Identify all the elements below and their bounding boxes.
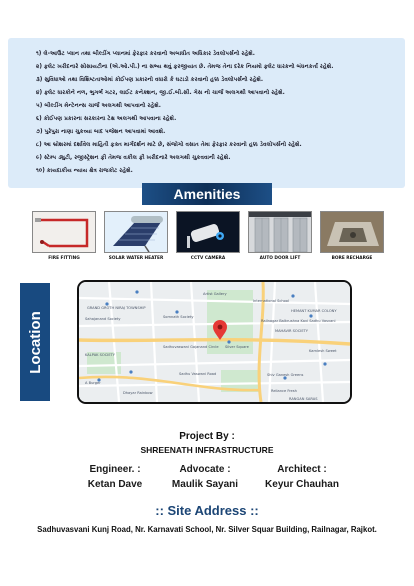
credit-role: Engineer. :	[89, 464, 141, 475]
fire-hose-icon	[33, 212, 96, 253]
amenity-auto-door-lift	[248, 211, 312, 262]
map-label: Sahajanand Society	[85, 317, 121, 321]
credit-name: Ketan Dave	[87, 479, 143, 490]
project-by-heading: Project By :	[179, 431, 235, 442]
term-item: ૫) બીલ્ડીંગ મેન્ટેનન્સ ચાર્જ અલગથી આપવાનો રહેશે.	[36, 103, 161, 109]
architect-credit	[252, 464, 352, 490]
map-label: MAHAVIR SOCIETY	[275, 329, 308, 333]
term-item: ૬) કોઈપણ પ્રકારના સરકારના ટેક્ષ અલગથી આપવાના રહેશે.	[36, 116, 177, 122]
credit-role: Advocate :	[179, 464, 231, 475]
map-label: International School	[253, 299, 290, 303]
map-label: Artist Gallery	[203, 292, 227, 296]
elevator-icon	[249, 212, 312, 253]
map-label: Sadhuvaswani Gajanand Circle	[163, 345, 219, 349]
amenity-cctv-camera	[176, 211, 240, 262]
location-label	[20, 283, 50, 401]
amenity-bore-recharge	[320, 211, 384, 262]
solar-panel-icon	[105, 212, 168, 253]
credit-role: Architect :	[277, 464, 327, 475]
site-address-heading: :: Site Address ::	[155, 503, 259, 518]
term-item: ૩) સુવિધાઓ તથા વિશિષ્ટતાઓમાં કોઈપણ પ્રકારનો વધારો કે ઘટાડો કરવાનો હક્ક ડેવલોપર્સનો રહેશે.	[36, 77, 264, 83]
term-item: ૧) લે-આઉટ પ્લાન તથા બીલ્ડીંગ પ્લાનમાં ફેરફાર કરવાનો અબાધીત અધિકાર ડેવલોપર્સનો રહેશે.	[36, 51, 255, 57]
term-item: ૮) આ બ્રોશરમાં દર્શાવેલ માહિતી ફક્ત માર્ગદર્શન માટે છે, સંજોગો વસાત તેમા ફેરફાર કરવાનો હક્ક ડેવલોપર્સનો રહેશે.	[36, 142, 302, 148]
amenity-solar-water-heater	[104, 211, 168, 262]
credit-name: Keyur Chauhan	[265, 479, 339, 490]
amenity-label: AUTO DOOR LIFT	[259, 256, 301, 261]
map-label: Dhayar Rainbow	[123, 391, 153, 395]
location-map[interactable]	[77, 280, 352, 404]
solar-heater-image	[104, 211, 168, 253]
term-item: ૨) ફ્લેટ ખરીદનારે સોસાયટીના (એ.ઓ.પી.) ના સભ્ય થવું ફરજીયાત છે. તેમજ તેના દરેક નિયમો ફ્લેટ ધારકનો બંધનકર્તા રહેશે.	[36, 64, 334, 70]
map-label: Shiv Ganesh Greens	[267, 373, 304, 377]
map-label: Sadhu Vaswani Road	[179, 372, 217, 376]
lift-image	[248, 211, 312, 253]
fire-fitting-image	[32, 211, 96, 253]
term-item: ૪) ફ્લેટ ધારકોને નળ, ભુગર્ભ ગટર, લાઈટ કનેક્શન, જી.ઈ.બી.સી. ગેસ નો ચાર્જ અલગથી આપવાનો રહેશે.	[36, 90, 285, 96]
map-label: Reliance Fresh	[271, 389, 297, 393]
bore-pit-icon	[321, 212, 384, 253]
map-label: Somnath Society	[163, 315, 194, 319]
amenity-label: BORE RECHARGE	[331, 256, 373, 261]
terms-box	[8, 38, 405, 188]
map-label: KALPAK SOCIETY	[85, 353, 115, 357]
cctv-image	[176, 211, 240, 253]
advocate-credit	[160, 464, 250, 490]
credit-name: Maulik Sayani	[171, 479, 239, 490]
amenities-title: Amenities	[142, 183, 272, 205]
project-company-name: SHREENATH INFRASTRUCTURE	[140, 445, 274, 455]
amenity-fire-fitting	[32, 211, 96, 262]
cctv-camera-icon	[177, 212, 240, 253]
terms-list	[36, 48, 401, 178]
term-item: ૯) સ્ટેમ્પ ડ્યુટી, રજીસ્ટ્રેશન ફી તેમજ વકીલ ફી ખરીદનારે અલગથી ચુકવવાની રહેશે.	[36, 155, 231, 161]
map-label: A Burger	[85, 381, 101, 385]
engineer-credit	[70, 464, 160, 490]
map-label: RANGAN SARAS	[289, 397, 318, 401]
map-label: HEMANT KUMAR COLONY	[291, 309, 337, 313]
site-address-text: Sadhuvasvani Kunj Road, Nr. Karnavati School, Nr. Silver Squar Building, Railnagar, Rajkot.	[37, 525, 377, 534]
location-title: Location	[26, 310, 44, 374]
map-label: Silver Square	[225, 345, 249, 349]
map-canvas	[79, 282, 350, 402]
map-label: GRAND GROTH NIRAJ TOWNSHIP	[87, 306, 146, 310]
map-label: Kamlesh Sweet	[309, 349, 337, 353]
term-item: ૧૦) કાયદાકીય ન્યાય ક્ષેત્ર રાજકોટ રહેશે.	[36, 168, 133, 174]
amenity-label: CCTV CAMERA	[190, 256, 226, 261]
bore-recharge-image	[320, 211, 384, 253]
amenity-label: SOLAR WATER HEATER	[108, 256, 164, 261]
map-label: Railnagar Balkrushna Kavi Sadhu Vasvani	[261, 319, 336, 323]
amenity-label: FIRE FITTING	[48, 256, 80, 261]
term-item: ૭) પુરેપુરા નાણા ચુકવ્યા બાદ પજેશન આપવામાં આવશે.	[36, 129, 166, 135]
